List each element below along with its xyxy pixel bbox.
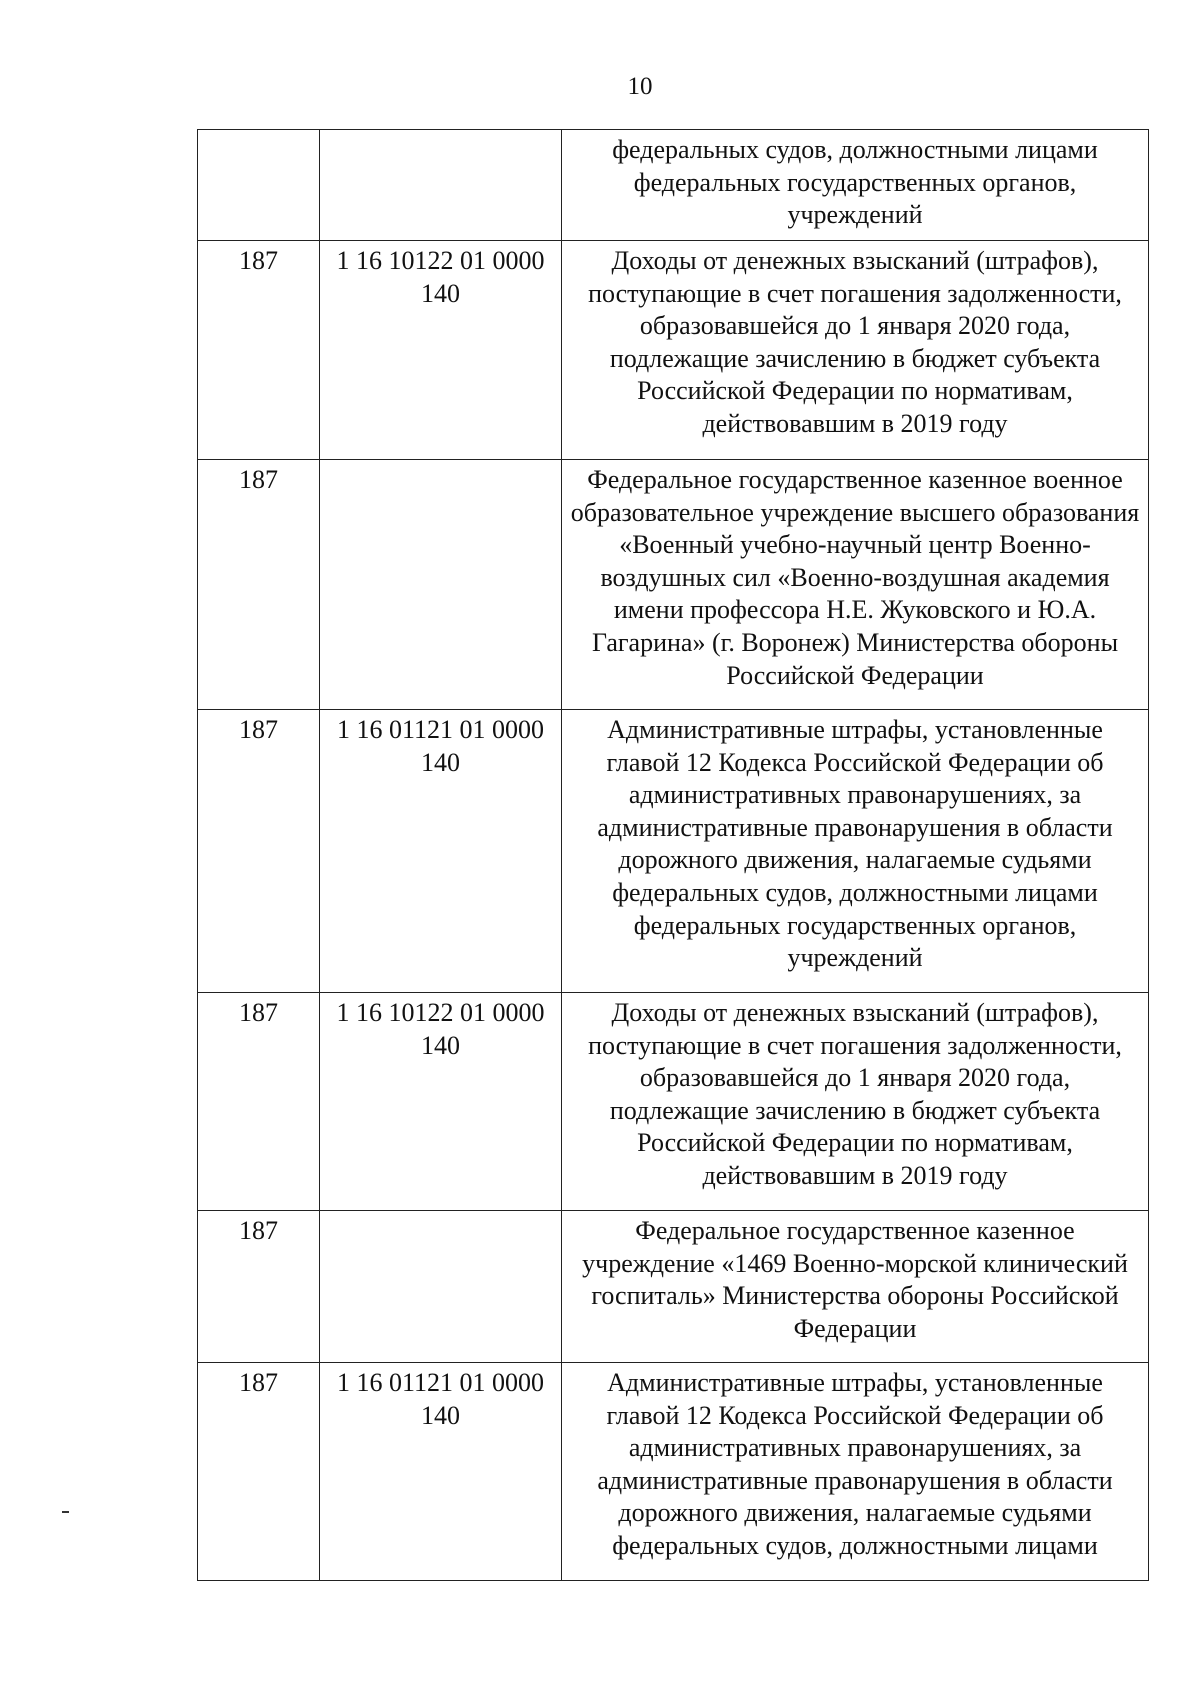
kbk-code-line2: 140	[421, 1400, 460, 1430]
kbk-code-cell	[320, 710, 562, 993]
table-row	[198, 460, 1149, 710]
admin-code-cell: 187	[198, 1363, 320, 1581]
kbk-code-cell	[320, 993, 562, 1211]
kbk-code-cell	[320, 1363, 562, 1581]
kbk-code-cell	[320, 130, 562, 241]
description-cell: федеральных судов, должностными лицами федеральных государственных органов, учреждений	[562, 130, 1149, 241]
description-cell: Федеральное государственное казенное военное образовательное учреждение высшего образования «Военный учебно-научный центр Военно-воздушных сил «Военно-воздушная академия имени профессора Н.Е. Жуковского и Ю.А. Гагарина» (г. Воронеж) Министерства обороны Российской Федерации	[562, 460, 1149, 710]
table-row	[198, 710, 1149, 993]
kbk-code-line2: 140	[421, 747, 460, 777]
table-row	[198, 241, 1149, 460]
kbk-code-cell	[320, 1211, 562, 1363]
admin-code-cell: 187	[198, 241, 320, 460]
kbk-code-line2: 140	[421, 278, 460, 308]
description-cell: Административные штрафы, установленные главой 12 Кодекса Российской Федерации об административных правонарушениях, за административные правонарушения в области дорожного движения, налагаемые судьями федеральных судов, должностными лицами	[562, 1363, 1149, 1581]
admin-code-cell: 187	[198, 460, 320, 710]
admin-code-cell: 187	[198, 993, 320, 1211]
table-row	[198, 1363, 1149, 1581]
scan-artifact-dash	[62, 1511, 69, 1513]
kbk-code-cell	[320, 460, 562, 710]
kbk-code-line1: 1 16 01121 01 0000	[336, 715, 545, 744]
description-cell: Федеральное государственное казенное учреждение «1469 Военно-морской клинический госпиталь» Министерства обороны Российской Федерации	[562, 1211, 1149, 1363]
admin-code-cell: 187	[198, 1211, 320, 1363]
description-cell: Доходы от денежных взысканий (штрафов), поступающие в счет погашения задолженности, образовавшейся до 1 января 2020 года, подлежащие зачислению в бюджет субъекта Российской Федерации по нормативам, действовавшим в 2019 году	[562, 993, 1149, 1211]
kbk-code-line1: 1 16 01121 01 0000	[336, 1368, 545, 1397]
description-cell: Административные штрафы, установленные главой 12 Кодекса Российской Федерации об административных правонарушениях, за административные правонарушения в области дорожного движения, налагаемые судьями федеральных судов, должностными лицами федеральных государственных органов, учреждений	[562, 710, 1149, 993]
admin-code-cell	[198, 130, 320, 241]
description-cell: Доходы от денежных взысканий (штрафов), поступающие в счет погашения задолженности, образовавшейся до 1 января 2020 года, подлежащие зачислению в бюджет субъекта Российской Федерации по нормативам, действовавшим в 2019 году	[562, 241, 1149, 460]
page-number: 10	[627, 73, 653, 100]
table-row	[198, 993, 1149, 1211]
revenue-codes-table	[197, 129, 1149, 1581]
table-row	[198, 130, 1149, 241]
table-row	[198, 1211, 1149, 1363]
kbk-code-line1: 1 16 10122 01 0000	[336, 246, 545, 275]
kbk-code-line1: 1 16 10122 01 0000	[336, 998, 545, 1027]
kbk-code-cell	[320, 241, 562, 460]
kbk-code-line2: 140	[421, 1030, 460, 1060]
admin-code-cell: 187	[198, 710, 320, 993]
